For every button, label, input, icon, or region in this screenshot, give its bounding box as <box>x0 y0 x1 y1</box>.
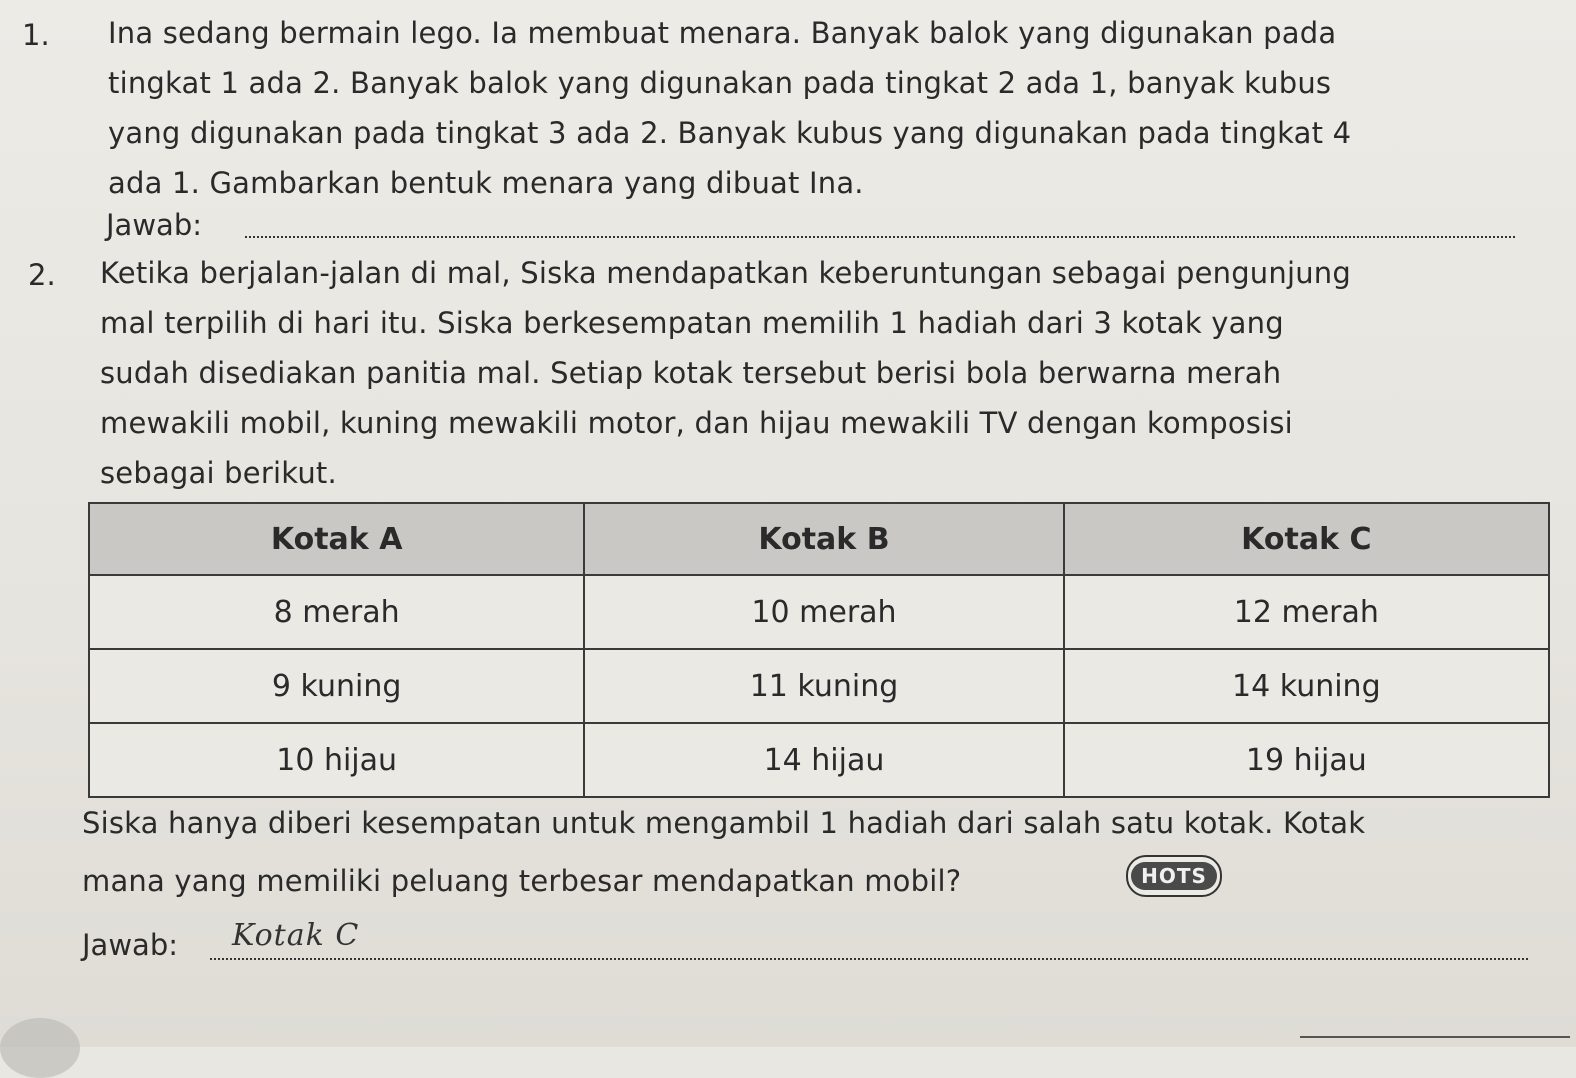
table-header: Kotak A <box>89 503 584 575</box>
table-row <box>89 723 1549 797</box>
page-bottom-line <box>1300 1036 1570 1038</box>
question-2-answer-line[interactable] <box>210 958 1528 960</box>
ball-composition-table <box>88 502 1550 798</box>
q2-line: mal terpilih di hari itu. Siska berkesempatan memilih 1 hadiah dari 3 kotak yang <box>100 306 1284 340</box>
table-cell: 14 hijau <box>584 723 1063 797</box>
table-row <box>89 649 1549 723</box>
question-2-answer-label: Jawab: <box>82 928 178 962</box>
question-1-answer-line[interactable] <box>245 236 1515 238</box>
question-1-answer-label: Jawab: <box>106 208 202 242</box>
q1-line: Ina sedang bermain lego. Ia membuat menara. Banyak balok yang digunakan pada <box>108 16 1337 50</box>
table-cell: 19 hijau <box>1064 723 1549 797</box>
table-header: Kotak B <box>584 503 1063 575</box>
table-cell: 14 kuning <box>1064 649 1549 723</box>
q2-line: mewakili mobil, kuning mewakili motor, dan hijau mewakili TV dengan komposisi <box>100 406 1293 440</box>
table-cell: 9 kuning <box>89 649 584 723</box>
q1-line: tingkat 1 ada 2. Banyak balok yang digunakan pada tingkat 2 ada 1, banyak kubus <box>108 66 1332 100</box>
q2-followup-line: Siska hanya diberi kesempatan untuk mengambil 1 hadiah dari salah satu kotak. Kotak <box>82 806 1366 840</box>
question-1-number: 1. <box>22 18 50 52</box>
table-header: Kotak C <box>1064 503 1549 575</box>
table-cell: 10 hijau <box>89 723 584 797</box>
table-cell: 11 kuning <box>584 649 1063 723</box>
table-cell: 8 merah <box>89 575 584 649</box>
hots-badge-label: HOTS <box>1131 862 1217 890</box>
table-row <box>89 575 1549 649</box>
q1-line: yang digunakan pada tingkat 3 ada 2. Banyak kubus yang digunakan pada tingkat 4 <box>108 116 1352 150</box>
q2-line: sebagai berikut. <box>100 456 337 490</box>
q2-followup-line: mana yang memiliki peluang terbesar mendapatkan mobil? <box>82 864 962 898</box>
table-cell: 12 merah <box>1064 575 1549 649</box>
hots-badge <box>1126 855 1222 897</box>
handwritten-answer: Kotak C <box>232 918 360 953</box>
question-2-number: 2. <box>28 258 56 292</box>
table-cell: 10 merah <box>584 575 1063 649</box>
q1-line: ada 1. Gambarkan bentuk menara yang dibuat Ina. <box>108 166 864 200</box>
q2-line: Ketika berjalan-jalan di mal, Siska mendapatkan keberuntungan sebagai pengunjung <box>100 256 1351 290</box>
table-header-row <box>89 503 1549 575</box>
page-corner-shadow <box>0 1018 80 1078</box>
q2-line: sudah disediakan panitia mal. Setiap kotak tersebut berisi bola berwarna merah <box>100 356 1282 390</box>
